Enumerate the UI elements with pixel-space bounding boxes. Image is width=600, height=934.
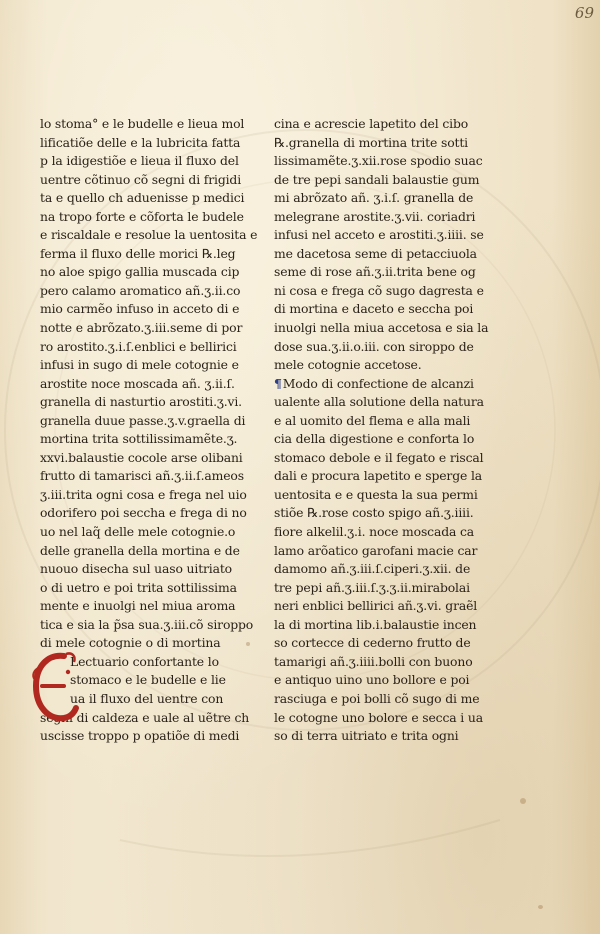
text-line: stomaco e le budelle e lie: [70, 672, 226, 688]
paper-stain: [538, 905, 543, 909]
text-line: de tre pepi sandali balaustie gum: [274, 171, 480, 187]
text-line: so cortecce di cederno frutto de: [274, 635, 471, 651]
text-line: fiore alkelil.ʒ.i. noce moscada ca: [274, 524, 475, 540]
page-number: 69: [574, 4, 594, 22]
text-line: xxvi.balaustie cocole arse olibani: [40, 449, 243, 465]
text-line: e al uomito del flema e alla mali: [274, 412, 471, 428]
text-line: pero calamo aromatico añ.ʒ.ii.co: [40, 282, 241, 298]
right-column: [274, 115, 489, 746]
text-line: arostite noce moscada añ. ʒ.ii.ſ.: [40, 375, 235, 391]
text-line: segni di caldeza e uale al uẽtre ch: [40, 709, 250, 725]
text-line: ualente alla solutione della natura: [274, 394, 484, 410]
text-line: uentosita e e questa la sua permi: [274, 486, 478, 502]
text-line: mortina trita sottilissimamẽte.ʒ.: [40, 431, 238, 447]
text-line: me dacetosa seme di petacciuola: [274, 245, 477, 261]
text-line: so di terra uitriato e trita ogni: [274, 728, 459, 744]
text-line: la di mortina lib.i.balaustie incen: [274, 616, 477, 632]
text-line: odorifero poi seccha e frega di no: [40, 505, 247, 521]
text-line: dose sua.ʒ.ii.o.iii. con siroppo de: [274, 338, 474, 354]
text-line: e antiquo uino uno bollore e poi: [274, 672, 470, 688]
text-line: Lectuario confortante lo: [70, 653, 219, 669]
text-line: le cotogne uno bolore e secca i ua: [274, 709, 483, 725]
text-line: cina e acrescie lapetito del cibo: [274, 116, 469, 131]
text-line: inuolgi nella miua accetosa e sia la: [274, 320, 489, 336]
text-line: uentre cõtinuo cõ segni di frigidi: [40, 171, 242, 187]
text-line: rasciuga e poi bolli cõ sugo di me: [274, 690, 480, 706]
text-line: lamo arõatico garofani macie car: [274, 542, 478, 558]
text-line: mele cotognie accetose.: [274, 357, 422, 373]
text-line: neri enblici bellirici añ.ʒ.vi. graẽl: [274, 598, 478, 614]
text-line: nuouo disecha sul uaso uitriato: [40, 561, 232, 577]
pilcrow-icon: ¶: [274, 375, 282, 391]
text-line: tica e sia la p̃sa sua.ʒ.iii.cõ siroppo: [40, 616, 254, 632]
text-line: mi abrõzato añ. ʒ.i.ſ. granella de: [274, 190, 474, 206]
text-line: ʒ.iii.trita ogni cosa e frega nel uio: [40, 486, 247, 502]
text-line: lo stoma° e le budelle e lieua mol: [40, 116, 245, 131]
text-line: tamarigi añ.ʒ.iiii.bolli con buono: [274, 653, 473, 669]
text-line: di mele cotognie o di mortina: [40, 635, 221, 651]
paper-stain: [246, 642, 250, 646]
text-line: ua il fluxo del uentre con: [70, 690, 224, 706]
text-line: no aloe spigo gallia muscada cip: [40, 264, 240, 280]
text-line: mente e inuolgi nel miua aroma: [40, 598, 236, 614]
text-line: cia della digestione e conforta lo: [274, 431, 475, 447]
text-line: lificatiõe delle e la lubricita fatta: [40, 134, 241, 150]
text-line: ferma il fluxo delle morici ℞.leg: [40, 245, 236, 261]
text-line: uo nel laq̃ delle mele cotognie.o: [40, 524, 236, 540]
text-line: frutto di tamarisci añ.ʒ.ii.ſ.ameos: [40, 468, 244, 484]
text-line: stomaco debole e il fegato e riscal: [274, 449, 484, 465]
text-line: na tropo forte e cõforta le budele: [40, 208, 244, 224]
text-line: ro arostito.ʒ.i.ſ.enblici e bellirici: [40, 338, 237, 354]
text-line: delle granella della mortina e de: [40, 542, 240, 558]
text-line: uscisse troppo p opatiõe di medi: [40, 728, 240, 744]
text-line: notte e abrõzato.ʒ.iii.seme di por: [40, 320, 243, 336]
text-line: ℞.granella di mortina trite sotti: [274, 134, 468, 150]
text-line: granella di nasturtio arostiti.ʒ.vi.: [40, 394, 242, 410]
text-line: lissimamẽte.ʒ.xii.rose spodio suac: [274, 153, 483, 169]
text-line: melegrane arostite.ʒ.vii. coriadri: [274, 208, 476, 224]
text-line: infusi in sugo di mele cotognie e: [40, 357, 239, 373]
text-line: o di uetro e poi trita sottilissima: [40, 579, 237, 595]
text-line: infusi nel acceto e arostiti.ʒ.iiii. se: [274, 227, 484, 243]
text-line: p la idigestiõe e lieua il fluxo del: [40, 153, 239, 169]
text-line: stiõe ℞.rose costo spigo añ.ʒ.iiii.: [274, 505, 474, 521]
text-line: tre pepi añ.ʒ.iii.ſ.ʒ.ʒ.ii.mirabolai: [274, 579, 470, 595]
paper-stain: [520, 798, 526, 804]
text-line: e riscaldale e resolue la uentosita e: [40, 227, 258, 243]
text-line: ta e quello ch aduenisse p medici: [40, 190, 245, 206]
initial-letter-ornament: [30, 648, 80, 728]
text-line: seme di rose añ.ʒ.ii.trita bene og: [274, 264, 476, 280]
text-line: granella duue passe.ʒ.v.graella di: [40, 412, 246, 428]
section-heading-text: Modo di confectione de alcanzi: [282, 375, 474, 391]
text-line: ni cosa e frega cõ sugo dagresta e: [274, 282, 484, 298]
text-line: dali e procura lapetito e sperge la: [274, 468, 482, 484]
text-line: mio carmẽo infuso in acceto di e: [40, 301, 240, 317]
section-start-line: [274, 375, 474, 394]
text-line: di mortina e daceto e seccha poi: [274, 301, 474, 317]
text-line: damomo añ.ʒ.iii.ſ.ciperi.ʒ.xii. de: [274, 561, 471, 577]
